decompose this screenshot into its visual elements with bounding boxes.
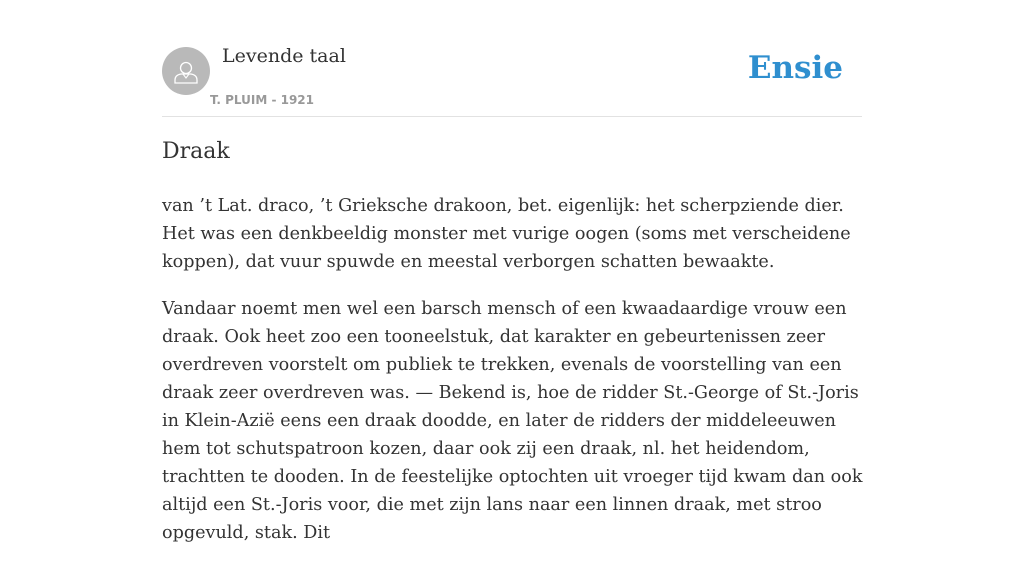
avatar[interactable] — [162, 47, 210, 95]
source-title[interactable]: Levende taal — [222, 45, 346, 67]
page — [162, 0, 863, 543]
paragraph: van ’t Lat. draco, ’t Grieksche drakoon, bet. eigenlijk: het scherpziende dier. Het was een denkbeeldig monster met vurige oogen (soms met verscheidene koppen), dat vuur spuwde en meestal verborgen schatten bewaakte. — [162, 196, 851, 272]
source-meta: T. PLUIM - 1921 — [210, 93, 314, 107]
source-header — [162, 0, 862, 117]
page-title: Draak — [162, 139, 230, 164]
brand-logo[interactable]: Ensie — [747, 50, 843, 86]
user-icon — [162, 47, 210, 95]
paragraph: Vandaar noemt men wel een barsch mensch of een kwaadaardige vrouw een draak. Ook heet zoo een tooneelstuk, dat karakter en gebeurtenissen zeer overdreven voorstelt om publiek te trekken, evenals de voorstelling van een draak zeer overdreven was. — Bekend is, hoe de ridder St.-George of St.-Joris in Klein-Azië eens een draak doodde, en later de ridders der middeleeuwen hem tot schutspatroon kozen, daar ook zij een draak, nl. het heidendom, trachtten te dooden. In de feestelijke optochten uit vroeger tijd kwam dan ook altijd een St.-Joris voor, die met zijn lans naar een linnen draak, met stroo opgevuld, stak. Dit — [162, 299, 863, 543]
entry-body — [162, 192, 867, 566]
